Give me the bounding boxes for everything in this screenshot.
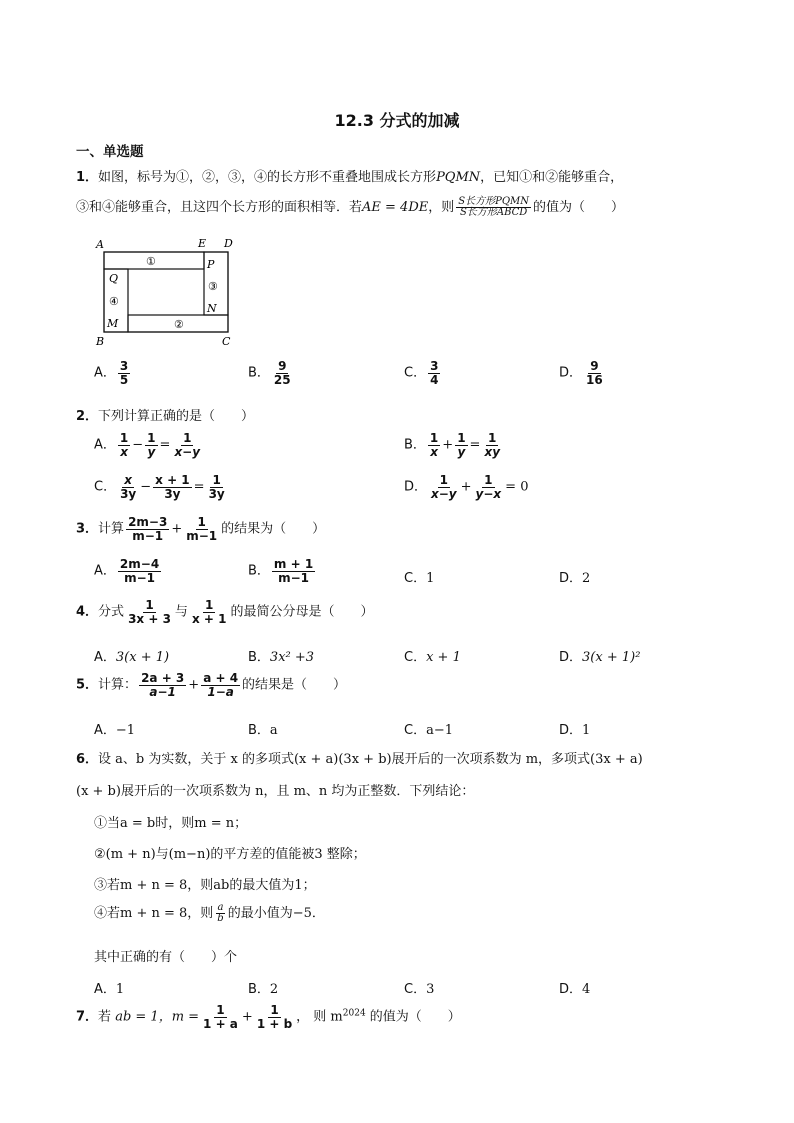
label-N: N [207,302,217,315]
math-expr: AE = 4DE [362,200,429,215]
q1-option-d[interactable]: D． $\frac{9}{16}$ [559,359,603,387]
q2-option-a[interactable]: A． $\frac{1}{x}$ − $\frac{1}{y}$ = $\frac{1}{x-y}$ [94,431,201,459]
label-C: C [222,335,231,348]
label-r1: ① [146,255,156,268]
label-A: A [96,238,104,251]
question-text: 的值为（ ） [533,200,625,215]
q6-option-c[interactable]: C．3 [404,982,435,997]
label-r4: ④ [109,295,119,308]
question-1-line-1 [76,166,623,185]
q5-option-b[interactable]: B．a [248,723,278,738]
q6-option-d[interactable]: D．4 [559,982,591,997]
q1-option-c[interactable]: C． $\frac{3}{4}$ [404,359,439,387]
question-2: 2．下列计算正确的是（ ） [76,409,255,424]
q5-option-a[interactable]: A．−1 [94,723,136,738]
fraction: $\frac{3}{4}$ [430,359,439,387]
q4-option-b[interactable]: B．3x² +3 [248,650,315,665]
q2-option-c[interactable]: C． $\frac{x}{3y}$ − $\frac{x + 1}{3y}$ = $\frac{1}{3y}$ [94,473,225,501]
label-r2: ② [174,318,184,331]
fraction: $\frac{9}{16}$ [586,359,603,387]
q6-statement-2: ②(m + n)与(m−n)的平方差的值能被3 整除； [94,847,366,862]
q5-option-d[interactable]: D．1 [559,723,591,738]
q6-question-end: 其中正确的有（ ）个 [94,950,238,965]
q6-statement-3: ③若m + n = 8，则ab的最大值为1； [94,878,316,893]
q4-option-c[interactable]: C．x + 1 [404,650,461,665]
label-P: P [207,258,215,271]
q6-option-b[interactable]: B．2 [248,982,279,997]
q3-option-c[interactable]: C．1 [404,571,435,586]
question-number: 1． [76,170,99,185]
question-4: 4．分式 $\frac{1}{3x + 3}$ 与 $\frac{1}{x + 1}$ 的最简公分母是（ ） [76,598,374,626]
fraction: $\frac{9}{25}$ [273,359,291,387]
q6-statement-4: ④若m + n = 8，则 $\frac{a}{b}$ 的最小值为−5． [94,901,325,924]
q3-option-a[interactable]: A． $\frac{2m-4}{m-1}$ [94,557,160,585]
section-heading: 一、单选题 [76,144,144,160]
q6-option-a[interactable]: A．1 [94,982,125,997]
q1-option-b[interactable]: B． $\frac{9}{25}$ [248,359,291,387]
question-3: 3．计算 $\frac{2m-3}{m-1}$ + $\frac{1}{m-1}$ 的结果为（ ） [76,515,326,543]
question-text: ，则 [428,200,455,215]
question-text: ，已知①和②能够重合， [480,170,624,185]
q3-option-b[interactable]: B． $\frac{m + 1}{m-1}$ [248,557,314,585]
figure-svg [90,232,240,350]
question-6-line-1: 6．设 a、b 为实数，关于 x 的多项式(x + a)(3x + b)展开后的一次项系数为 m，多项式(3x + a) [76,752,643,767]
q4-option-d[interactable]: D．3(x + 1)² [559,650,641,665]
q2-option-b[interactable]: B． $\frac{1}{x}$ + $\frac{1}{y}$ = $\frac{1}{xy}$ [404,431,501,459]
q4-option-a[interactable]: A．3(x + 1) [94,650,170,665]
q3-option-d[interactable]: D．2 [559,571,591,586]
label-M: M [107,317,119,330]
label-D: D [224,237,233,250]
q5-option-c[interactable]: C．a−1 [404,723,453,738]
question-text: ③和④能够重合，且这四个长方形的面积相等．若 [76,200,363,215]
label-r3: ③ [208,280,218,293]
label-B: B [96,335,105,348]
q1-option-a[interactable]: A． $\frac{3}{5}$ [94,359,129,387]
question-5: 5．计算： $\frac{2a + 3}{a-1}$ + $\frac{a + 4}{1-a}$ 的结果是（ ） [76,671,347,699]
question-1-line-2 [76,196,624,219]
page-title: 12.3 分式的加减 [334,111,460,130]
q2-option-d[interactable]: D． $\frac{1}{x-y}$ + $\frac{1}{y-x}$ = 0 [404,473,529,501]
label-E: E [198,237,207,250]
fraction: $\frac{3}{5}$ [119,359,129,387]
math-expr: PQMN [436,170,481,185]
q6-statement-1: ①当a = b时，则m = n； [94,816,248,831]
rectangle-figure [90,232,240,350]
question-6-line-2: (x + b)展开后的一次项系数为 n，且 m、n 均为正整数．下列结论： [76,784,475,799]
fraction: $\frac{\text{S长方形PQMN}}{\text{S长方形ABCD}}$ [458,195,530,218]
question-text: 如图，标号为①，②，③，④的长方形不重叠地围成长方形 [98,170,437,185]
label-Q: Q [109,272,119,285]
question-7: 7．若 ab = 1，m = $\frac{1}{1 + a}$ + $\frac{1}{1 + b}$ ， 则 $m^{2024}$ 的值为（ ） [76,1003,461,1031]
